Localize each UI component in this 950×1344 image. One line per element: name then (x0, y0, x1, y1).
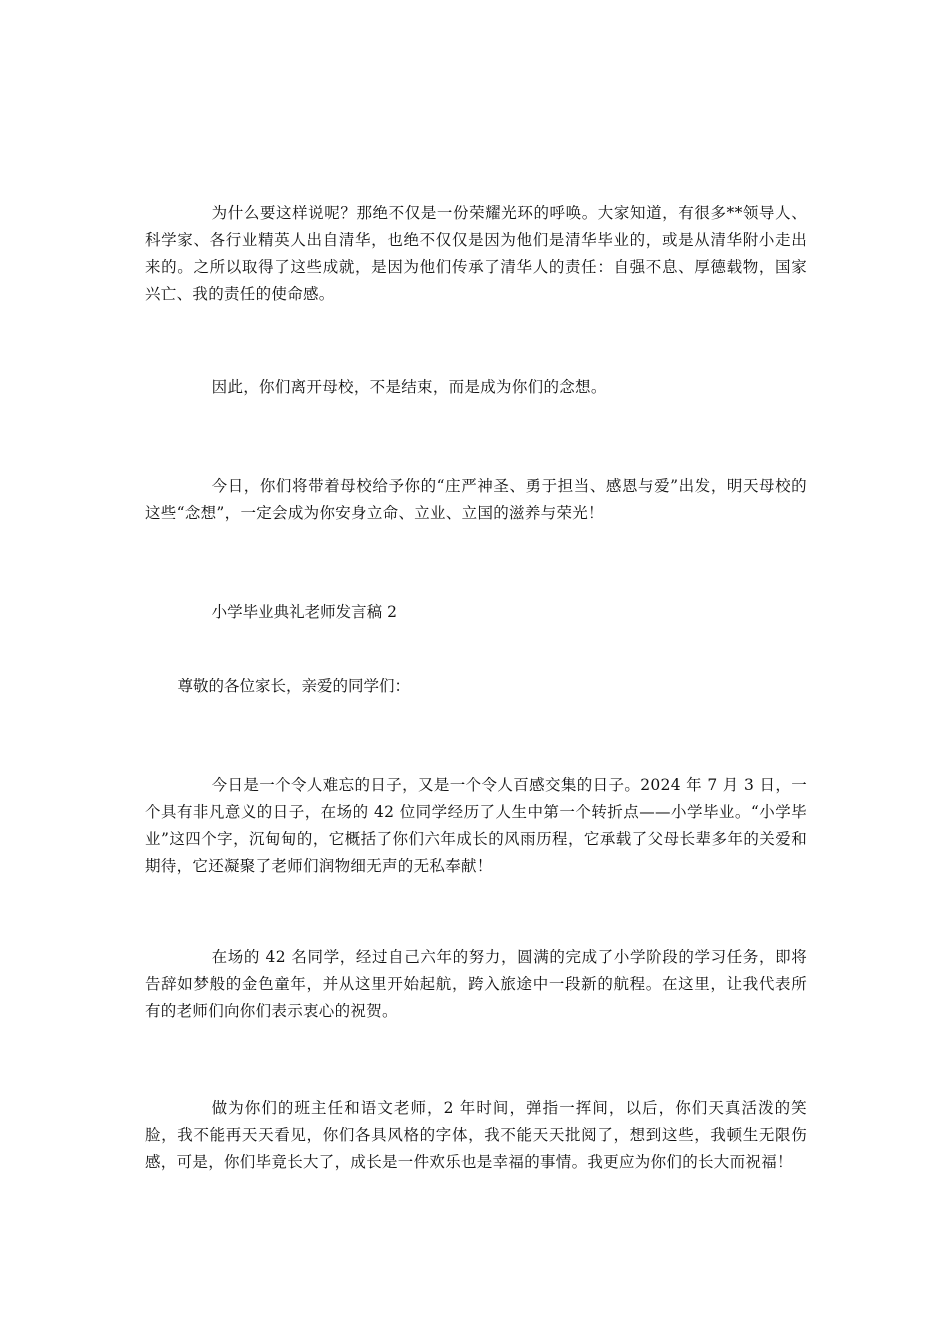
body-paragraph-congratulations: 在场的 42 名同学，经过自己六年的努力，圆满的完成了小学阶段的学习任务，即将告辞如梦般的金色童年，并从这里开始起航，跨入旅途中一段新的航程。在这里，让我代表所有的老师们向你们表示衷心的祝贺。 (145, 948, 807, 1020)
salutation: 尊敬的各位家长，亲爱的同学们： (177, 677, 411, 695)
section-heading: 小学毕业典礼老师发言稿 2 (211, 603, 397, 621)
body-paragraph-teacher-reflection: 做为你们的班主任和语文老师，2 年时间，弹指一挥间，以后，你们天真活泼的笑脸，我不能再天天看见，你们各具风格的字体，我不能天天批阅了，想到这些，我顿生无限伤感，可是，你们毕竟长大了，成长是一件欢乐也是幸福的事情。我更应为你们的长大而祝福！ (145, 1099, 807, 1171)
body-paragraph-leaving-school: 因此，你们离开母校，不是结束，而是成为你们的念想。 (211, 378, 607, 396)
body-paragraph-today: 今日，你们将带着母校给予你的“庄严神圣、勇于担当、感恩与爱”出发，明天母校的这些“念想”，一定会成为你安身立命、立业、立国的滋养与荣光！ (145, 477, 807, 522)
body-paragraph-tsinghua: 为什么要这样说呢？那绝不仅是一份荣耀光环的呼唤。大家知道，有很多**领导人、科学家、各行业精英人出自清华，也绝不仅仅是因为他们是清华毕业的，或是从清华附小走出来的。之所以取得了这些成就，是因为他们传承了清华人的责任：自强不息、厚德载物，国家兴亡、我的责任的使命感。 (145, 204, 807, 303)
body-paragraph-graduation-day: 今日是一个令人难忘的日子，又是一个令人百感交集的日子。2024 年 7 月 3 日，一个具有非凡意义的日子，在场的 42 位同学经历了人生中第一个转折点——小学毕业。“小学毕业”这四个字，沉甸甸的，它概括了你们六年成长的风雨历程，它承载了父母长辈多年的关爱和期待，它还凝聚了老师们润物细无声的无私奉献！ (145, 776, 807, 875)
